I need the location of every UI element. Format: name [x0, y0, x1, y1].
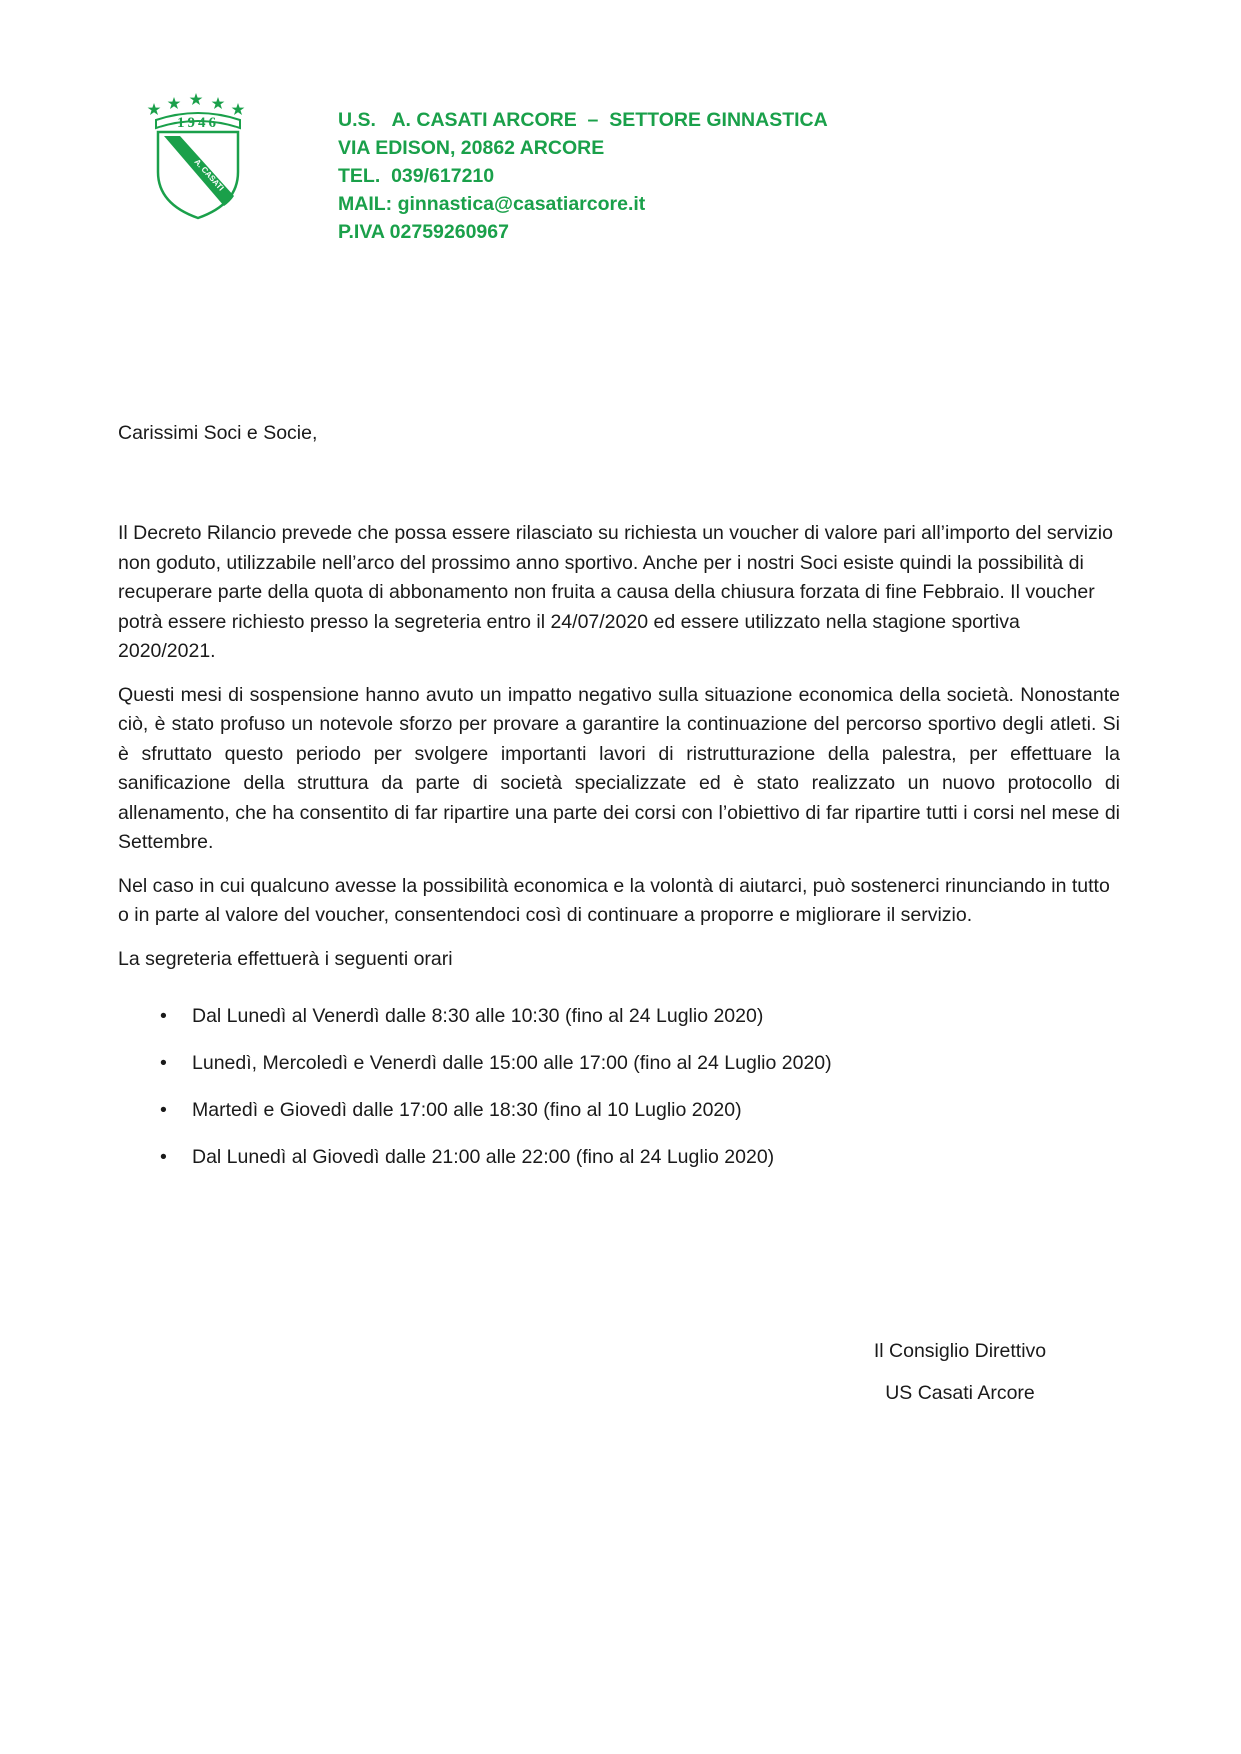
letterhead-phone: TEL. 039/617210 [338, 165, 495, 187]
paragraph-hours-intro: La segreteria effettuerà i seguenti orari [118, 947, 453, 970]
letterhead-vat: P.IVA 02759260967 [338, 221, 509, 243]
hours-text: Dal Lunedì al Venerdì dalle 8:30 alle 10:30 (fino al 24 Luglio 2020) [192, 1005, 764, 1027]
star-icon [148, 103, 161, 115]
paragraph-voucher: Il Decreto Rilancio prevede che possa essere rilasciato su richiesta un voucher di valore pari all’importo del servizio non goduto, utilizzabile nell’arco del prossimo anno sportivo. Anche per i nostri Soci esiste quindi la possibilità di recuperare parte della quota di abbonamento non fruita a causa della chiusura forzata di fine Febbraio. Il voucher potrà essere richiesto presso la segreteria entro il 24/07/2020 ed essere utilizzato nella stagione sportiva 2020/2021. [118, 522, 1113, 662]
paragraph-donation: Nel caso in cui qualcuno avesse la possibilità economica e la volontà di aiutarci, può sostenerci rinunciando in tutto o in parte al valore del voucher, consentendoci così di continuare a proporre e migliorare il servizio. [118, 874, 1110, 926]
logo-stars [148, 93, 245, 115]
bullet-icon: • [160, 1052, 167, 1074]
star-icon [232, 103, 245, 115]
letter-body [118, 519, 1120, 1190]
bullet-icon: • [160, 1005, 167, 1027]
paragraph-suspension: Questi mesi di sospensione hanno avuto un impatto negativo sulla situazione economica della società. Nonostante ciò, è stato profuso un notevole sforzo per provare a garantire la continuazione del percorso sportivo degli atleti. Si è sfruttato questo periodo per svolgere importanti lavori di ristrutturazione della palestra, per effettuare la sanificazione della struttura da parte di società specializzate ed è stato realizzato un nuovo protocollo di allenamento, che ha consentito di far ripartire una parte dei corsi con l’obiettivo di far ripartire tutti i corsi nel mese di Settembre. [118, 683, 1120, 853]
signature-club: US Casati Arcore [885, 1382, 1035, 1404]
hours-text: Martedì e Giovedì dalle 17:00 alle 18:30 (fino al 10 Luglio 2020) [192, 1099, 742, 1121]
hours-text: Dal Lunedì al Giovedì dalle 21:00 alle 22:00 (fino al 24 Luglio 2020) [192, 1146, 775, 1168]
star-icon [168, 97, 181, 109]
list-item [118, 1143, 1120, 1171]
letterhead-email[interactable]: MAIL: ginnastica@casatiarcore.it [338, 193, 646, 215]
signature-block [830, 1337, 1090, 1421]
office-hours-list [118, 1002, 1120, 1171]
bullet-icon: • [160, 1146, 167, 1168]
list-item [118, 1002, 1120, 1030]
logo-club-name: A. CASATI [192, 157, 226, 193]
star-icon [190, 93, 203, 105]
signature-board: Il Consiglio Direttivo [873, 1340, 1047, 1362]
star-icon [212, 97, 225, 109]
club-logo [146, 92, 250, 222]
hours-text: Lunedì, Mercoledì e Venerdì dalle 15:00 alle 17:00 (fino al 24 Luglio 2020) [192, 1052, 832, 1074]
letterhead [338, 106, 938, 246]
letterhead-address: VIA EDISON, 20862 ARCORE [338, 137, 605, 159]
letterhead-org-name: U.S. A. CASATI ARCORE – SETTORE GINNASTICA [338, 109, 828, 131]
logo-year: 1946 [177, 115, 219, 131]
logo-band [164, 136, 234, 206]
salutation: Carissimi Soci e Socie, [118, 422, 318, 444]
bullet-icon: • [160, 1099, 167, 1121]
list-item [118, 1049, 1120, 1077]
list-item [118, 1096, 1120, 1124]
